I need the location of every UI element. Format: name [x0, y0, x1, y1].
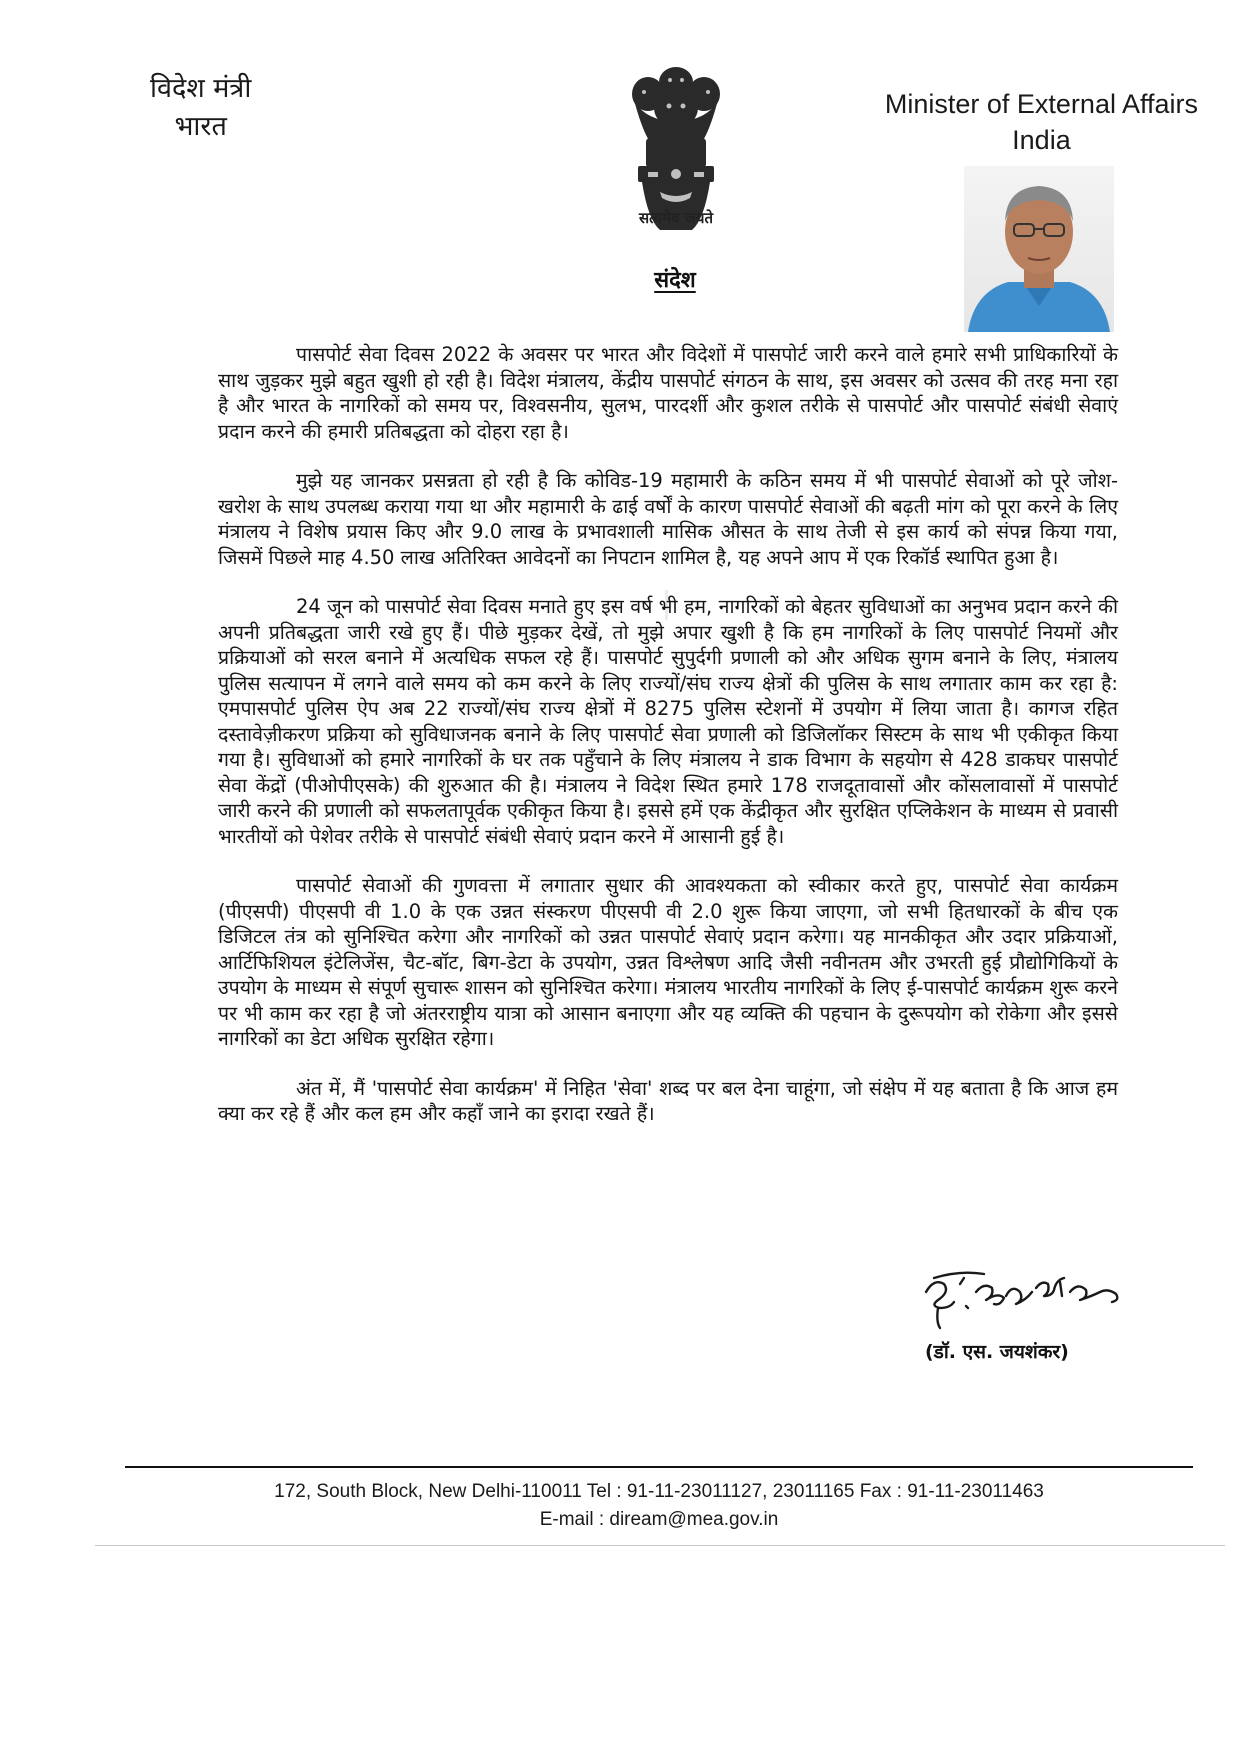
paragraph: मुझे यह जानकर प्रसन्नता हो रही है कि कोविड-19 महामारी के कठिन समय में भी पासपोर्ट सेवाओं को पूरे जोश-खरोश के साथ उपलब्ध कराया गया था और महामारी के ढाई वर्षों के कारण पासपोर्ट सेवाओं की बढ़ती मांग को पूरा करने के लिए मंत्रालय ने विशेष प्रयास किए और 9.0 लाख के प्रभावशाली मासिक औसत के साथ तेजी से इस कार्य को संपन्न किया गया, जिसमें पिछले माह 4.50 लाख अतिरिक्त आवेदनों का निपटान शामिल है, यह अपने आप में एक रिकॉर्ड स्थापित हुआ है। — [218, 469, 1118, 569]
paragraph: अंत में, मैं 'पासपोर्ट सेवा कार्यक्रम' में निहित 'सेवा' शब्द पर बल देना चाहूंगा, जो संक्षेप में यह बताता है कि आज हम क्या कर रहे हैं और कल हम और कहाँ जाने का इरादा रखते हैं। — [218, 1076, 1118, 1125]
english-title-line2: India — [1012, 125, 1071, 155]
hindi-title-line2: भारत — [174, 111, 227, 142]
paragraph: पासपोर्ट सेवाओं की गुणवत्ता में लगातार सुधार की आवश्यकता को स्वीकार करते हुए, पासपोर्ट सेवा कार्यक्रम (पीएसपी) पीएसपी वी 1.0 के एक उन्नत संस्करण पीएसपी वी 2.0 शुरू किया जाएगा, जो सभी हितधारकों के बीच एक डिजिटल तंत्र को सुनिश्चित करेगा और नागरिकों को उन्नत पासपोर्ट सेवाएं प्रदान करेगा। यह मानकीकृत और उदार प्रक्रियाओं, आर्टिफिशियल इंटेलिजेंस, चैट-बॉट, बिग-डेटा के उपयोग, उन्नत विश्लेषण आदि जैसी नवीनतम और उभरती हुई प्रौद्योगिकियों के उपयोग के माध्यम से संपूर्ण सुचारू शासन को सुनिश्चित करेगा। मंत्रालय भारतीय नागरिकों के लिए ई-पासपोर्ट कार्यक्रम शुरू करने पर भी काम कर रहा है जो अंतरराष्ट्रीय यात्रा को आसान बनाएगा और यह व्यक्ति की पहचान के दुरूपयोग को रोकेगा और इससे नागरिकों का डेटा अधिक सुरक्षित रहेगा। — [218, 874, 1118, 1050]
message-body — [218, 342, 1118, 1151]
minister-portrait-photo — [964, 166, 1114, 332]
letterhead-hindi — [150, 70, 251, 146]
emblem-motto: सत्यमेव जयते — [638, 209, 714, 227]
scan-edge-line — [95, 1545, 1225, 1546]
hindi-title-line1: विदेश मंत्री — [150, 73, 252, 104]
footer-address: 172, South Block, New Delhi-110011 Tel : 91-11-23011127, 23011165 Fax : 91-11-23011463 — [274, 1481, 1044, 1502]
english-title-line1: Minister of External Affairs — [884, 89, 1198, 119]
footer-divider — [125, 1466, 1193, 1468]
footer-email: E-mail : diream@mea.gov.in — [539, 1509, 779, 1530]
message-heading: संदेश — [654, 268, 696, 293]
paragraph: पासपोर्ट सेवा दिवस 2022 के अवसर पर भारत और विदेशों में पासपोर्ट जारी करने वाले हमारे सभी प्राधिकारियों के साथ जुड़कर मुझे बहुत खुशी हो रही है। विदेश मंत्रालय, केंद्रीय पासपोर्ट संगठन के साथ, इस अवसर को उत्सव की तरह मना रहा है और भारत के नागरिकों को समय पर, विश्वसनीय, सुलभ, पारदर्शी और कुशल तरीके से पासपोर्ट और पासपोर्ट संबंधी सेवाएं प्रदान करने की हमारी प्रतिबद्धता को दोहरा रहा है। — [218, 343, 1118, 443]
paragraph: 24 जून को पासपोर्ट सेवा दिवस मनाते हुए इस वर्ष भी हम, नागरिकों को बेहतर सुविधाओं का अनुभव प्रदान करने की अपनी प्रतिबद्धता जारी रखे हुए हैं। पीछे मुड़कर देखें, तो मुझे अपार खुशी है कि हम नागरिकों के लिए पासपोर्ट नियमों और प्रक्रियाओं को सरल बनाने में अत्यधिक सफल रहे हैं। पासपोर्ट सुपुर्दगी प्रणाली को और अधिक सुगम बनाने के लिए, मंत्रालय पुलिस सत्यापन में लगने वाले समय को कम करने के लिए राज्यों/संघ राज्य क्षेत्रों की पुलिस के साथ लगातार काम कर रहा है: एमपासपोर्ट पुलिस ऐप अब 22 राज्यों/संघ राज्य क्षेत्रों में 8275 पुलिस स्टेशनों में उपयोग में लिया जाता है। कागज रहित दस्तावेज़ीकरण प्रक्रिया को सुविधाजनक बनाने के लिए पासपोर्ट सेवा प्रणाली को डिजिलॉकर सिस्टम के साथ भी एकीकृत किया गया है। सुविधाओं को हमारे नागरिकों के घर तक पहुँचाने के लिए मंत्रालय ने डाक विभाग के सहयोग से 428 डाकघर पासपोर्ट सेवा केंद्रों (पीओपीएसके) की शुरुआत की है। मंत्रालय ने विदेश स्थित हमारे 178 राजदूतावासों और कोंसलावासों में पासपोर्ट जारी करने की प्रणाली को सफलतापूर्वक एकीकृत किया है। इससे हमें एक केंद्रीकृत और सुरक्षित एप्लिकेशन के माध्यम से प्रवासी भारतीयों को पेशेवर तरीके से पासपोर्ट संबंधी सेवाएं प्रदान करने में आसानी हुई है। — [218, 595, 1118, 848]
signatory-name: (डॉ. एस. जयशंकर) — [925, 1341, 1069, 1363]
letterhead-footer — [125, 1478, 1193, 1534]
letterhead-english — [885, 86, 1198, 158]
